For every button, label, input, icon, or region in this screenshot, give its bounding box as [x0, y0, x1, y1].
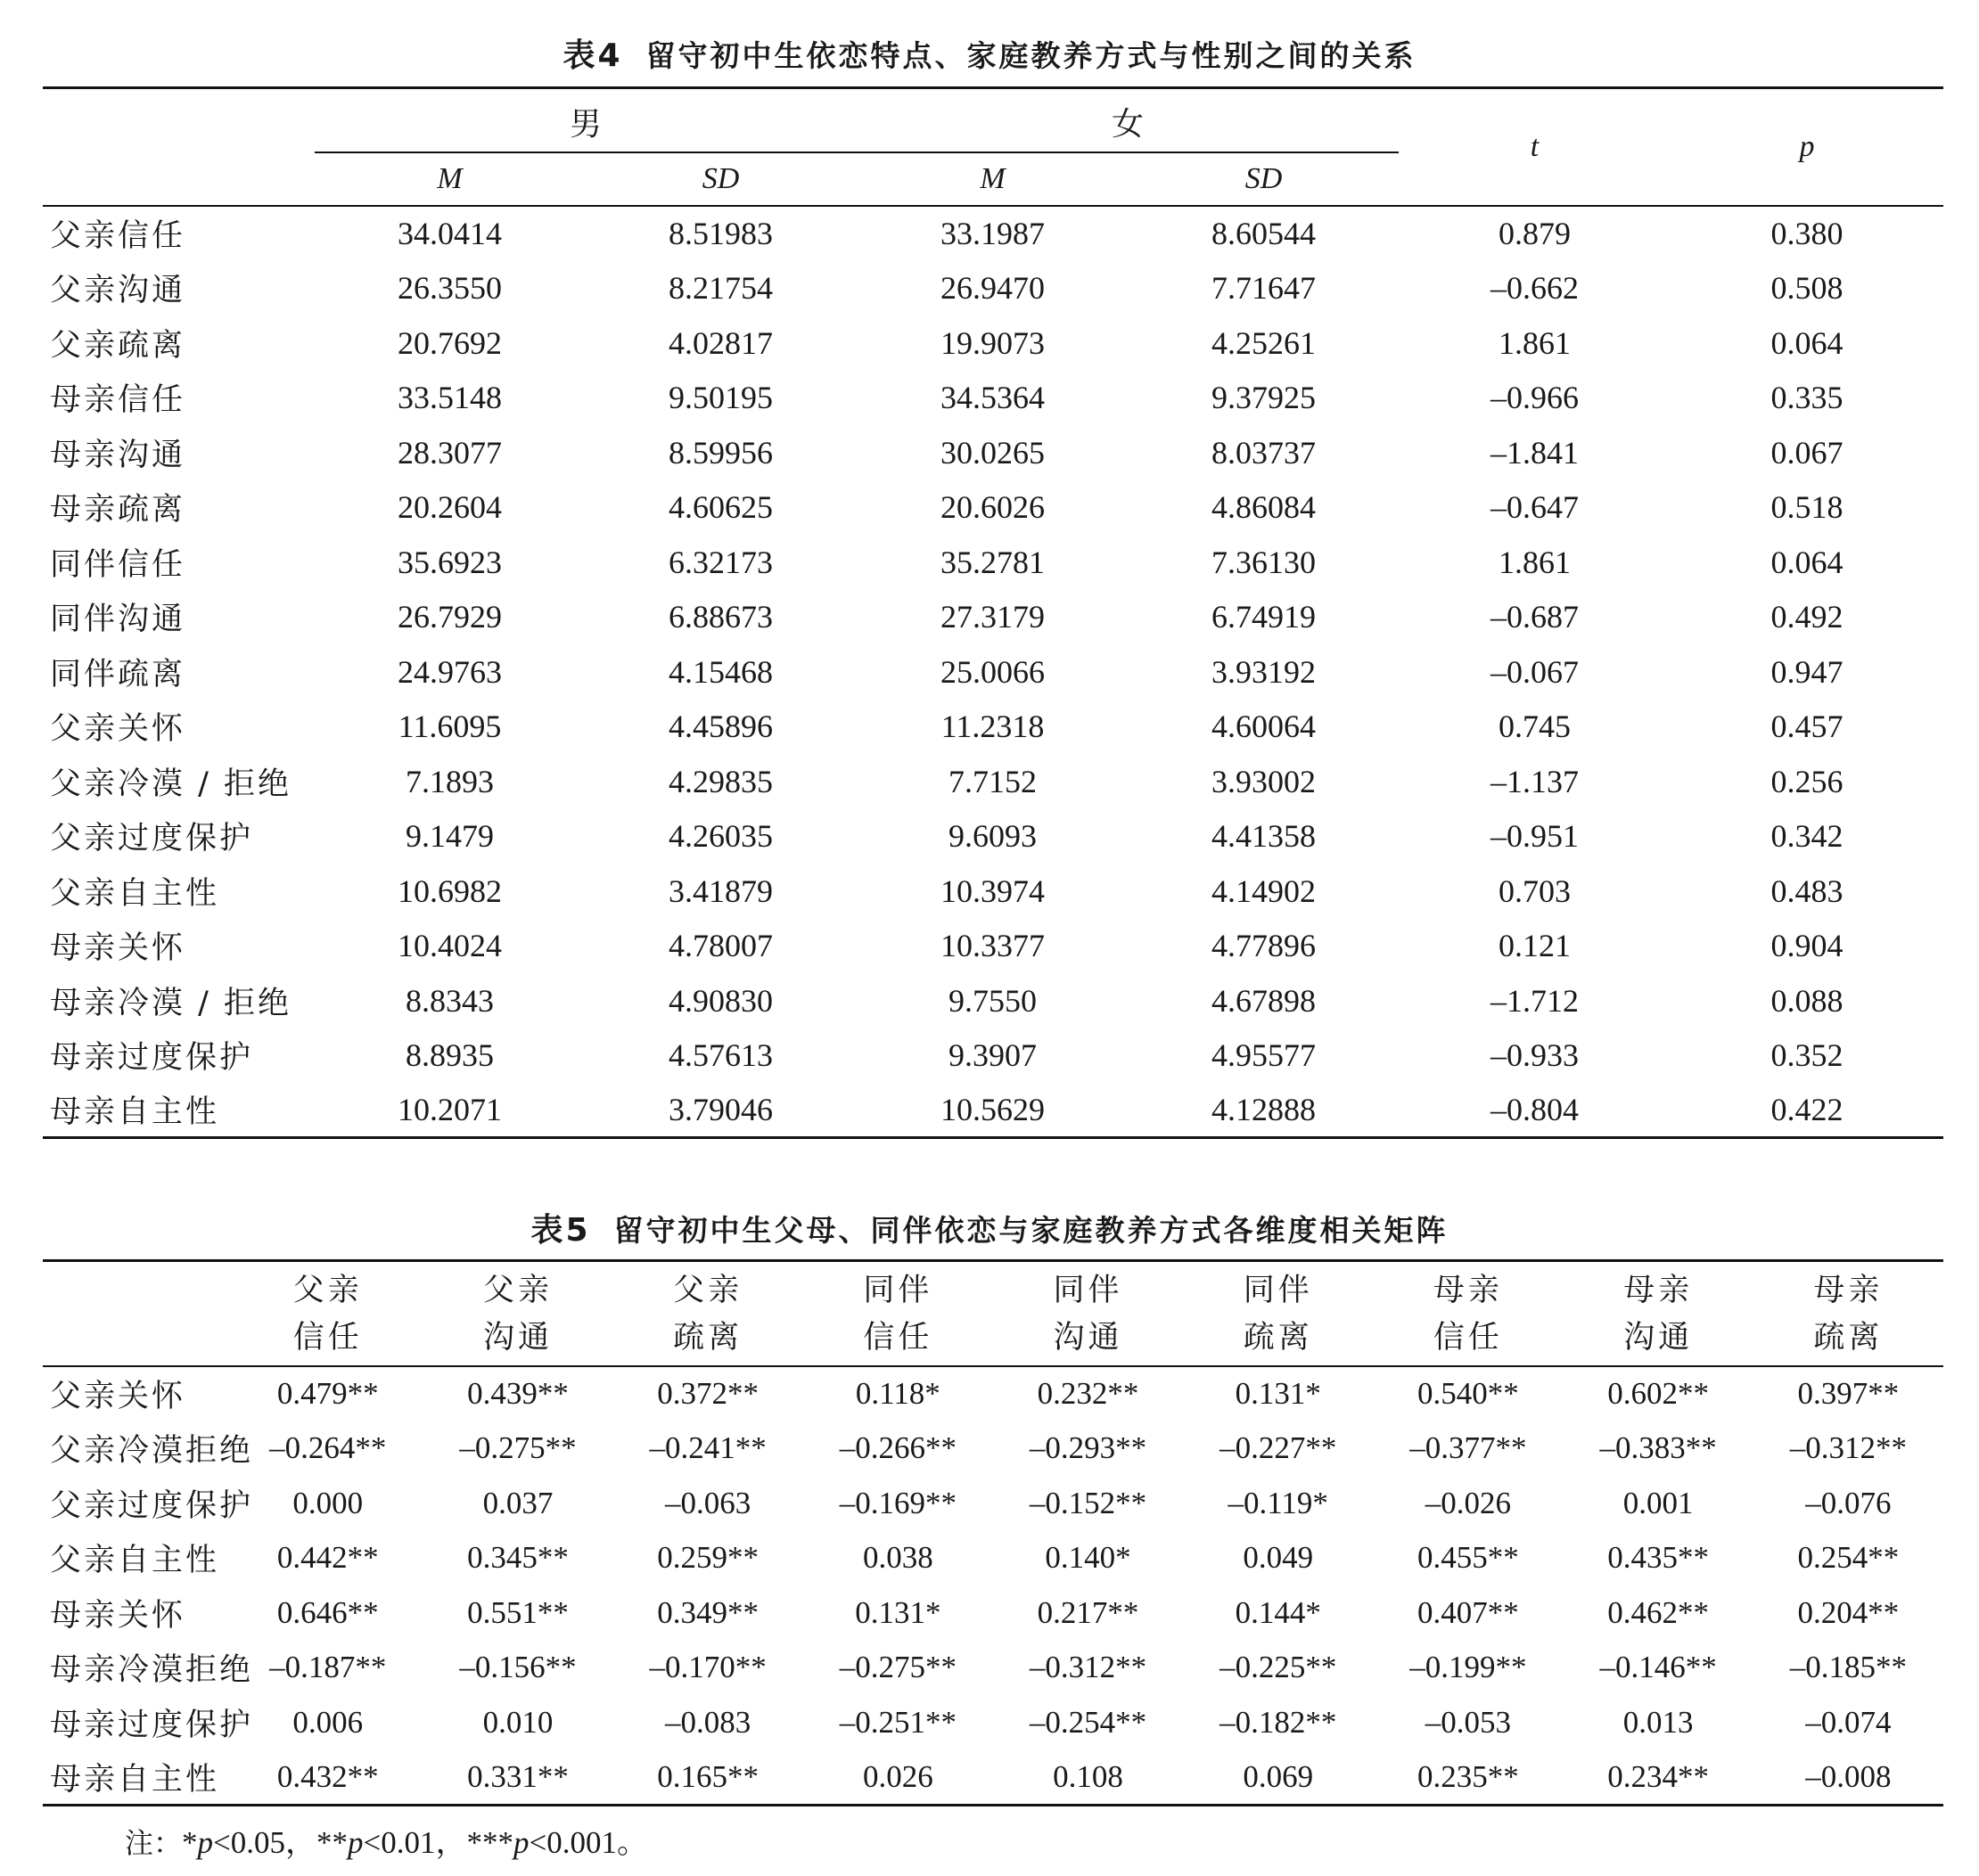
- table5-col-header-line1: 父亲: [482, 1273, 553, 1308]
- table4-row-label: 父亲疏离: [50, 327, 186, 364]
- table4-cell-male-m: 35.6923: [398, 544, 502, 580]
- table5-cell: –0.275**: [459, 1430, 577, 1466]
- table4-row: [43, 809, 1943, 864]
- table4-cell-p: 0.352: [1770, 1037, 1844, 1074]
- table5-cell: –0.146**: [1599, 1650, 1717, 1685]
- table5-row-label: 父亲关怀: [50, 1379, 186, 1415]
- table4-cell-t: –0.966: [1490, 380, 1580, 416]
- table4-header: [43, 88, 1943, 207]
- table4-caption-number: 表4: [562, 37, 623, 74]
- table4-cell-p: 0.422: [1671, 1083, 1943, 1138]
- table4-col-male-m: M: [315, 152, 585, 206]
- table5-cell: –0.182**: [1219, 1704, 1337, 1740]
- table5-cell: 0.540**: [1417, 1376, 1519, 1412]
- table4-cell-male-sd: 8.59956: [669, 434, 773, 471]
- table4-cell-t: 1.861: [1499, 544, 1572, 580]
- table5-cell: 0.037: [482, 1485, 554, 1520]
- table5-col-header-line2: 沟通: [1053, 1320, 1123, 1356]
- table5-caption: [0, 1205, 1979, 1250]
- table4-cell-male-m: 33.5148: [398, 380, 502, 416]
- table5-cell: 0.462**: [1607, 1594, 1709, 1630]
- table4-cell-male-m: 9.1479: [406, 818, 494, 855]
- table4-row-label: 母亲自主性: [43, 1083, 315, 1138]
- table5-cell: –0.275**: [839, 1650, 957, 1685]
- table4-cell-p: 0.508: [1770, 270, 1844, 307]
- table5-cell: –0.008: [1753, 1750, 1943, 1806]
- table4-row-label: 父亲信任: [50, 218, 186, 255]
- table5-cell: 0.254**: [1797, 1540, 1900, 1576]
- table4-cell-male-m: 20.7692: [398, 324, 502, 361]
- table5-col-header-line2: 信任: [1433, 1320, 1503, 1356]
- table4-cell-male-m: 10.4024: [398, 928, 502, 964]
- table5-cell: 0.140*: [1045, 1540, 1131, 1576]
- table4-cell-p: 0.067: [1770, 434, 1844, 471]
- table4-cell-t: –0.662: [1490, 270, 1580, 307]
- table4-cell-t: –1.137: [1490, 763, 1580, 799]
- table4-cell-t: –0.687: [1490, 599, 1580, 635]
- table5-body: [43, 1366, 1943, 1805]
- footnote: [125, 1818, 648, 1863]
- table5-cell: 0.069: [1183, 1750, 1373, 1806]
- table4-cell-female-m: 30.0265: [940, 434, 1046, 471]
- table5-cell: 0.234**: [1564, 1750, 1753, 1806]
- table4-cell-t: –0.067: [1490, 653, 1580, 690]
- table5-col-header-line2: 疏离: [1813, 1320, 1884, 1356]
- table4-cell-male-m: 8.8935: [406, 1037, 494, 1074]
- table4-cell-female-m: 10.3377: [940, 928, 1046, 964]
- table4-col-male-sd: SD: [585, 152, 857, 206]
- footnote-label: 注：: [125, 1826, 183, 1860]
- table4-cell-male-sd: 4.60625: [669, 489, 773, 526]
- table4-cell-female-sd: 4.95577: [1211, 1037, 1317, 1074]
- table5-cell: –0.076: [1805, 1485, 1892, 1520]
- table4-cell-male-sd: 4.02817: [669, 324, 773, 361]
- table5-cell: 0.001: [1622, 1485, 1694, 1520]
- table5-cell: 0.259**: [657, 1540, 760, 1576]
- table4-cell-female-m: 26.9470: [940, 270, 1046, 307]
- table5-cell: –0.383**: [1599, 1430, 1717, 1466]
- table4-cell-p: 0.947: [1770, 653, 1844, 690]
- table5-cell: 0.349**: [657, 1594, 760, 1630]
- table5-row-label: 父亲过度保护: [50, 1487, 254, 1524]
- table4-cell-male-m: 34.0414: [398, 216, 502, 252]
- table5-cell: 0.397**: [1797, 1376, 1900, 1412]
- table5-cell: –0.063: [665, 1485, 751, 1520]
- table5-row-label: 母亲自主性: [43, 1750, 233, 1806]
- table4-row: [43, 973, 1943, 1028]
- table5-cell: 0.551**: [467, 1594, 569, 1630]
- table4-cell-t: –1.841: [1490, 434, 1580, 471]
- table4-row: [43, 315, 1943, 371]
- table4-cell-female-m: 25.0066: [940, 653, 1046, 690]
- table4-cell-p: 0.380: [1770, 216, 1844, 252]
- table4-cell-female-m: 10.3974: [940, 872, 1046, 909]
- table5-row: [43, 1366, 1943, 1421]
- table5-cell: 0.235**: [1373, 1750, 1563, 1806]
- table5-cell: 0.372**: [657, 1376, 760, 1412]
- table5-cell: 0.479**: [276, 1376, 379, 1412]
- table4-cell-female-sd: 4.67898: [1211, 982, 1317, 1019]
- table4-col-p: p: [1671, 88, 1943, 207]
- table4-cell-p: 0.342: [1770, 818, 1844, 855]
- table4-cell-female-m: 9.6093: [948, 818, 1038, 855]
- table4-cell-male-sd: 3.41879: [669, 872, 773, 909]
- table4-cell-male-m: 20.2604: [398, 489, 502, 526]
- table5-col-header: [1753, 1261, 1943, 1367]
- table4-cell-female-sd: 3.93192: [1211, 653, 1317, 690]
- table5-col-header-line1: 母亲: [1813, 1273, 1884, 1308]
- table4-cell-male-sd: 4.29835: [669, 763, 773, 799]
- table5-cell: 0.013: [1622, 1704, 1694, 1740]
- table4-row: [43, 371, 1943, 426]
- table4-cell-male-sd: 4.45896: [669, 709, 773, 745]
- table4-row: [43, 206, 1943, 261]
- table4-cell-female-m: 27.3179: [940, 599, 1046, 635]
- table5-cell: –0.264**: [269, 1430, 387, 1466]
- table4-row-label: 父亲自主性: [50, 875, 220, 912]
- table5-col-header: [423, 1261, 612, 1367]
- table4-cell-p: 0.518: [1770, 489, 1844, 526]
- table5-cell: –0.251**: [839, 1704, 957, 1740]
- table4-cell-female-m: 11.2318: [940, 709, 1045, 745]
- table4-row: [43, 754, 1943, 809]
- table5-cell: –0.254**: [1029, 1704, 1147, 1740]
- table5-cell: –0.169**: [839, 1485, 957, 1520]
- table4-cell-p: 0.457: [1770, 709, 1844, 745]
- table4-cell-female-sd: 4.25261: [1211, 324, 1317, 361]
- table5-col-header-line1: 父亲: [292, 1273, 363, 1308]
- table4-row-label: 同伴沟通: [50, 602, 186, 638]
- table4-cell-male-sd: 4.57613: [669, 1037, 773, 1074]
- table5: [43, 1259, 1943, 1806]
- table5-cell: 0.144*: [1235, 1594, 1321, 1630]
- table5-col-header-line1: 母亲: [1433, 1273, 1503, 1308]
- table4-cell-p: 0.064: [1770, 324, 1844, 361]
- table4-cell-male-sd: 4.90830: [669, 982, 773, 1019]
- table4-cell-male-sd: 4.15468: [669, 653, 773, 690]
- table5-cell: 0.407**: [1417, 1594, 1519, 1630]
- table5-cell: –0.377**: [1409, 1430, 1527, 1466]
- table5-col-header: [233, 1261, 423, 1367]
- table4-cell-female-sd: 7.71647: [1211, 270, 1317, 307]
- table4-cell-male-m: 11.6095: [398, 709, 502, 745]
- table4-group-male: 男: [315, 88, 857, 153]
- table5-col-header-line2: 沟通: [482, 1320, 553, 1356]
- table4-col-t: t: [1399, 88, 1671, 207]
- table5-cell: –0.170**: [649, 1650, 767, 1685]
- table5-cell: 0.000: [292, 1485, 364, 1520]
- table4-cell-female-m: 7.7152: [948, 763, 1038, 799]
- table4-cell-male-m: 24.9763: [398, 653, 502, 690]
- table5-cell: –0.187**: [269, 1650, 387, 1685]
- table4-row: [43, 261, 1943, 316]
- table5-cell: 0.345**: [467, 1540, 569, 1576]
- table5-col-header: [1373, 1261, 1563, 1367]
- table4-group-female: 女: [857, 88, 1399, 153]
- table5-cell: –0.312**: [1789, 1430, 1907, 1466]
- table4-cell-t: 0.703: [1499, 872, 1572, 909]
- table5-col-header-line1: 母亲: [1623, 1273, 1694, 1308]
- table5-col-header-line2: 信任: [863, 1320, 933, 1356]
- table4-cell-female-sd: 7.36130: [1211, 544, 1317, 580]
- table4-cell-female-m: 9.7550: [948, 982, 1038, 1019]
- table5-col-header-line2: 疏离: [673, 1320, 743, 1356]
- table4: [43, 86, 1943, 1139]
- table5-col-header: [993, 1261, 1183, 1367]
- table5-cell: –0.185**: [1789, 1650, 1907, 1685]
- table5-cell: 0.010: [482, 1704, 554, 1740]
- table4-body: [43, 206, 1943, 1138]
- table5-cell: 0.165**: [613, 1750, 803, 1806]
- table5-row: [43, 1531, 1943, 1586]
- table5-col-header-line1: 父亲: [673, 1273, 743, 1308]
- table4-row-label: 母亲关怀: [50, 930, 186, 967]
- table4-cell-t: –1.712: [1490, 982, 1580, 1019]
- table4-cell-male-m: 26.7929: [398, 599, 502, 635]
- table5-cell: 0.331**: [423, 1750, 612, 1806]
- table4-cell-female-sd: 3.93002: [1211, 763, 1317, 799]
- table5-cell: –0.152**: [1029, 1485, 1147, 1520]
- table4-row: [43, 644, 1943, 700]
- table4-cell-p: 0.904: [1770, 928, 1844, 964]
- table5-cell: –0.119*: [1228, 1485, 1328, 1520]
- table5-cell: –0.266**: [839, 1430, 957, 1466]
- table4-row: [43, 1083, 1943, 1138]
- table5-cell: 0.455**: [1417, 1540, 1519, 1576]
- table4-row: [43, 1028, 1943, 1084]
- table4-cell-male-sd: 6.88673: [669, 599, 773, 635]
- table5-row-label: 父亲冷漠拒绝: [50, 1433, 254, 1470]
- table4-cell-female-sd: 4.41358: [1211, 818, 1317, 855]
- table5-row: [43, 1585, 1943, 1641]
- table4-cell-p: 0.492: [1770, 599, 1844, 635]
- table4-cell-male-m: 8.8343: [406, 982, 494, 1019]
- table5-cell: –0.026: [1425, 1485, 1512, 1520]
- table5-header: [43, 1261, 1943, 1367]
- table5-col-header: [1183, 1261, 1373, 1367]
- table5-row: [43, 1695, 1943, 1750]
- table5-col-header-line2: 信任: [292, 1320, 363, 1356]
- table4-cell-female-m: 19.9073: [940, 324, 1046, 361]
- table4-cell-p: 0.088: [1770, 982, 1844, 1019]
- table4-row: [43, 590, 1943, 645]
- table5-cell: –0.241**: [649, 1430, 767, 1466]
- table4-cell-female-sd: 4.86084: [1211, 489, 1317, 526]
- table5-row: [43, 1641, 1943, 1696]
- table4-row-label: 母亲疏离: [50, 492, 186, 528]
- table5-cell: 0.108: [993, 1750, 1183, 1806]
- table5-col-header: [613, 1261, 803, 1367]
- table4-row-label: 母亲冷漠 / 拒绝: [50, 985, 292, 1021]
- table5-cell: 0.439**: [467, 1376, 569, 1412]
- table4-cell-t: 0.121: [1499, 928, 1572, 964]
- table4-cell-p: 0.483: [1770, 872, 1844, 909]
- table4-cell-male-sd: 3.79046: [585, 1083, 857, 1138]
- table5-col-header-line1: 同伴: [1053, 1273, 1123, 1308]
- table5-cell: –0.156**: [459, 1650, 577, 1685]
- table4-cell-t: 0.879: [1499, 216, 1572, 252]
- table4-cell-t: 0.745: [1499, 709, 1572, 745]
- table5-cell: 0.118*: [855, 1376, 940, 1412]
- table4-cell-female-m: 9.3907: [948, 1037, 1038, 1074]
- table5-cell: 0.131*: [855, 1594, 941, 1630]
- table4-cell-female-sd: 8.03737: [1211, 434, 1317, 471]
- table4-row: [43, 919, 1943, 974]
- table5-row: [43, 1750, 1943, 1806]
- table5-cell: –0.083: [665, 1704, 751, 1740]
- table4-cell-t: –0.933: [1490, 1037, 1580, 1074]
- table4-cell-male-sd: 4.26035: [669, 818, 773, 855]
- table4-cell-female-sd: 8.60544: [1211, 216, 1317, 252]
- table5-caption-text: 留守初中生父母、同伴依恋与家庭教养方式各维度相关矩阵: [613, 1213, 1449, 1248]
- table5-cell: 0.442**: [276, 1540, 379, 1576]
- table4-cell-t: 1.861: [1499, 324, 1572, 361]
- table5-cell: –0.293**: [1029, 1430, 1147, 1466]
- table4-cell-t: –0.951: [1490, 818, 1580, 855]
- table4-caption: [0, 30, 1979, 76]
- table4-cell-male-m: 10.2071: [315, 1083, 585, 1138]
- table4-cell-female-sd: 4.14902: [1211, 872, 1317, 909]
- table5-cell: 0.232**: [1037, 1376, 1139, 1412]
- table4-row-label: 母亲沟通: [50, 437, 186, 473]
- table4-cell-male-m: 28.3077: [398, 434, 502, 471]
- table4-row-label: 父亲过度保护: [50, 821, 254, 857]
- table5-col-header-line1: 同伴: [863, 1273, 933, 1308]
- table4-cell-male-sd: 9.50195: [669, 380, 773, 416]
- table4-row: [43, 425, 1943, 480]
- table5-row-label: 母亲过度保护: [50, 1707, 254, 1743]
- table4-caption-text: 留守初中生依恋特点、家庭教养方式与性别之间的关系: [645, 38, 1417, 73]
- table5-cell: –0.053: [1425, 1704, 1512, 1740]
- table5-row-label: 父亲自主性: [50, 1543, 220, 1579]
- table4-cell-female-sd: 4.12888: [1129, 1083, 1399, 1138]
- table5-cell: 0.217**: [1037, 1594, 1139, 1630]
- table4-cell-female-sd: 9.37925: [1211, 380, 1317, 416]
- table5-col-header-line2: 沟通: [1623, 1320, 1694, 1356]
- table4-row-label: 同伴疏离: [50, 656, 186, 692]
- table4-cell-female-sd: 4.77896: [1211, 928, 1317, 964]
- table4-row-label: 母亲过度保护: [50, 1040, 254, 1077]
- table4-cell-female-m: 35.2781: [940, 544, 1046, 580]
- table4-cell-female-m: 34.5364: [940, 380, 1046, 416]
- table4-row: [43, 864, 1943, 919]
- table4-cell-p: 0.335: [1770, 380, 1844, 416]
- table5-col-header-line1: 同伴: [1243, 1273, 1313, 1308]
- table5-cell: –0.199**: [1409, 1650, 1527, 1685]
- table5-col-header-line2: 疏离: [1243, 1320, 1313, 1356]
- table5-cell: –0.074: [1805, 1704, 1892, 1740]
- table4-cell-female-m: 33.1987: [940, 216, 1046, 252]
- table4-cell-male-sd: 8.21754: [669, 270, 773, 307]
- table4-cell-male-m: 26.3550: [398, 270, 502, 307]
- table4-row-label: 同伴信任: [50, 546, 186, 583]
- table4-row-label: 父亲沟通: [50, 273, 186, 309]
- table5-cell: 0.204**: [1797, 1594, 1900, 1630]
- table5-cell: –0.227**: [1219, 1430, 1337, 1466]
- table5-caption-number: 表5: [530, 1212, 591, 1249]
- table5-cell: 0.646**: [276, 1594, 379, 1630]
- table4-row-label: 父亲冷漠 / 拒绝: [50, 766, 292, 802]
- table4-cell-t: –0.804: [1399, 1083, 1671, 1138]
- table4-cell-female-m: 20.6026: [940, 489, 1046, 526]
- table4-cell-female-sd: 4.60064: [1211, 709, 1317, 745]
- table4-cell-female-m: 10.5629: [857, 1083, 1129, 1138]
- table5-cell: –0.312**: [1029, 1650, 1147, 1685]
- table5-row: [43, 1421, 1943, 1477]
- table5-cell: –0.225**: [1219, 1650, 1337, 1685]
- table4-row-label: 父亲关怀: [50, 711, 186, 748]
- table4-col-female-m: M: [857, 152, 1129, 206]
- table4-cell-p: 0.256: [1770, 763, 1844, 799]
- table4-row-label: 母亲信任: [50, 382, 186, 419]
- table4-cell-male-sd: 4.78007: [669, 928, 773, 964]
- table4-col-female-sd: SD: [1129, 152, 1399, 206]
- table5-cell: 0.038: [862, 1540, 933, 1576]
- table5-cell: 0.049: [1243, 1540, 1314, 1576]
- table4-cell-p: 0.064: [1770, 544, 1844, 580]
- table5-row-label: 母亲冷漠拒绝: [50, 1652, 254, 1689]
- table4-row: [43, 535, 1943, 590]
- table5-cell: 0.131*: [1235, 1376, 1321, 1412]
- table5-row-label: 母亲关怀: [50, 1597, 186, 1634]
- table5-cell: 0.432**: [233, 1750, 423, 1806]
- table5-cell: 0.435**: [1607, 1540, 1709, 1576]
- table5-col-header: [1564, 1261, 1753, 1367]
- footnote-text: *p<0.05，**p<0.01，***p<0.001。: [182, 1825, 649, 1860]
- table5-cell: 0.006: [292, 1704, 364, 1740]
- table4-cell-male-m: 10.6982: [398, 872, 502, 909]
- table4-cell-female-sd: 6.74919: [1211, 599, 1317, 635]
- table5-cell: 0.026: [803, 1750, 993, 1806]
- table4-cell-male-m: 7.1893: [406, 763, 494, 799]
- table4-cell-male-sd: 8.51983: [669, 216, 773, 252]
- table4-row: [43, 700, 1943, 755]
- table5-col-header: [803, 1261, 993, 1367]
- table4-cell-t: –0.647: [1490, 489, 1580, 526]
- table4-row: [43, 480, 1943, 536]
- table4-cell-male-sd: 6.32173: [669, 544, 773, 580]
- table5-row: [43, 1476, 1943, 1531]
- table5-cell: 0.602**: [1607, 1376, 1709, 1412]
